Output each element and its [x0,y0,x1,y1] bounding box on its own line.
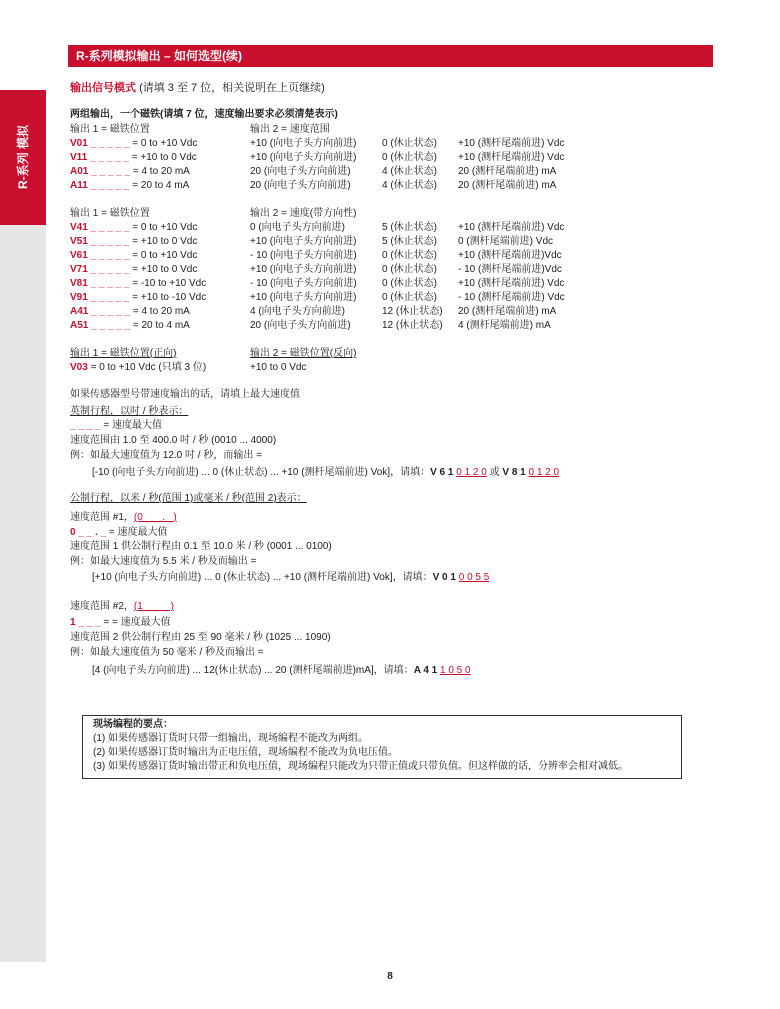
velocity-stop: 12 (休止状态) [382,320,443,331]
metric-range2-example-line: [4 (向电子头方向前进) ... 12(休止状态) ... 20 (测杆尾端前进)mA]，请填： [92,665,414,676]
imperial-code1-prefix: V 6 1 [430,467,457,478]
output-range: = +10 to -10 Vdc [132,292,207,303]
velocity-stop: 5 (休止状态) [382,236,437,247]
imperial-blanks-label: = 速度最大值 [100,420,162,431]
velocity-stop: 0 (休止状态) [382,278,437,289]
group1-header-out1: 输出 1 = 磁铁位置 [70,124,150,135]
velocity-reverse: 20 (测杆尾端前进) mA [458,180,557,191]
output-code: V01 [70,138,88,149]
metric-range2-blanks: 1 _ _ _ [70,617,101,628]
velocity-stop: 0 (休止状态) [382,152,437,163]
velocity-forward: 20 (向电子头方向前进) [250,180,351,191]
output-code-blanks: _ _ _ _ _ [88,306,131,317]
output-range: = +10 to 0 Vdc [132,236,198,247]
output-range: = 20 to 4 mA [132,320,190,331]
imperial-or: 或 [486,467,503,478]
metric-range1-label: 速度范围 #1， [70,512,134,523]
velocity-reverse: +10 (测杆尾端前进) Vdc [458,138,565,149]
imperial-title: 英制行程，以吋 / 秒表示： [70,406,189,417]
side-tab-label: R-系列 模拟 [16,125,30,189]
output-code: V41 [70,222,88,233]
section-note: (请填 3 至 7 位，相关说明在上页继续) [139,82,325,94]
notes-item: (1) 如果传感器订货时只带一组输出，现场编程不能改为两组。 [93,733,368,744]
metric-range1-example: 例：如最大速度值为 5.5 米 / 秒及而输出 = [70,556,257,567]
output-code-blanks: _ _ _ _ _ [87,222,130,233]
velocity-reverse: 20 (测杆尾端前进) mA [458,306,557,317]
output-code-blanks: _ _ _ _ _ [87,138,130,149]
velocity-reverse: 0 (测杆尾端前进) Vdc [458,236,554,247]
output-range: = 4 to 20 mA [132,306,190,317]
imperial-example-line: [-10 (向电子头方向前进) ... 0 (休止状态) ... +10 (测杆尾端前进) Vok]，请填： [92,467,431,478]
output-range: = 20 to 4 mA [132,180,190,191]
metric-range1-line [70,511,177,525]
velocity-forward: - 10 (向电子头方向前进) [250,250,357,261]
output-range: = 0 to +10 Vdc [132,222,198,233]
imperial-blanks-line [70,419,162,433]
output-code: A41 [70,306,89,317]
field-programming-notes [82,715,682,779]
velocity-reverse: +10 (测杆尾端前进)Vdc [458,250,562,261]
output-range: = 0 to +10 Vdc [132,138,198,149]
notes-title: 现场编程的要点： [93,719,173,730]
velocity-forward: 20 (向电子头方向前进) [250,320,351,331]
output-range: = -10 to +10 Vdc [132,278,207,289]
output-code: V61 [70,250,88,261]
output-code: V51 [70,236,88,247]
metric-range1-text: 速度范围 1 供公制行程由 0.1 至 10.0 米 / 秒 (0001 ... 0100) [70,541,332,552]
output-code-blanks: _ _ _ _ _ [87,250,130,261]
page-header-title: R-系列模拟输出 – 如何选型(续) [68,45,713,67]
metric-range1-example-line-wrap [92,571,489,585]
velocity-stop: 4 (休止状态) [382,166,437,177]
velocity-stop: 0 (休止状态) [382,250,437,261]
metric-range2-blanks-label: = = 速度最大值 [100,617,171,628]
output-code: V81 [70,278,88,289]
group3-code: V03 [70,362,88,373]
velocity-reverse: +10 (测杆尾端前进) Vdc [458,278,565,289]
velocity-forward: +10 (向电子头方向前进) [250,264,357,275]
velocity-reverse: 4 (测杆尾端前进) mA [458,320,551,331]
group2-header-out2: 输出 2 = 速度(带方向性) [250,208,357,219]
imperial-code1-digits: 0 1 2 0 [456,467,487,478]
velocity-forward: +10 (向电子头方向前进) [250,152,357,163]
output-code-blanks: _ _ _ _ _ [87,152,129,163]
metric-range1-code-prefix: V 0 1 [432,572,459,583]
velocity-forward: - 10 (向电子头方向前进) [250,278,357,289]
section-title [70,81,325,95]
imperial-example: 例：如最大速度值为 12.0 吋 / 秒，而输出 = [70,450,262,461]
group1-header-out2: 输出 2 = 速度范围 [250,124,330,135]
section-title-text: 输出信号模式 [70,82,136,94]
imperial-blanks: _ _ _ _ [70,420,101,431]
metric-range2-example: 例：如最大速度值为 50 毫米 / 秒及而输出 = [70,647,264,658]
metric-range2-example-line-wrap [92,664,471,678]
velocity-forward: 20 (向电子头方向前进) [250,166,351,177]
notes-item: (3) 如果传感器订货时输出带正和负电压值，现场编程只能改为只带正值或只带负值。但这样做的话，分辨率会相对减低。 [93,761,628,772]
output-code-blanks: _ _ _ _ _ [88,320,131,331]
metric-range2-label: 速度范围 #2， [70,601,134,612]
imperial-code2-prefix: V 8 1 [502,467,529,478]
output-code: A01 [70,166,89,177]
metric-title: 公制行程，以米 / 秒(范围 1)或毫米 / 秒(范围 2)表示： [70,493,307,504]
two-groups-title: 两组输出，一个磁铁(请填 7 位，速度输出要求必须清楚表示) [70,109,338,120]
output-code: A51 [70,320,89,331]
output-code-blanks: _ _ _ _ _ [87,278,130,289]
output-range: = +10 to 0 Vdc [132,264,198,275]
velocity-intro: 如果传感器型号带速度输出的话，请填上最大速度值 [70,389,300,400]
metric-range2-code-digits: 1 0 5 0 [440,665,471,676]
output-code: A11 [70,180,88,191]
imperial-example-line-wrap [92,466,559,480]
velocity-reverse: +10 (测杆尾端前进) Vdc [458,222,565,233]
velocity-forward: +10 (向电子头方向前进) [250,292,357,303]
metric-range1-example-line: [+10 (向电子头方向前进) ... 0 (休止状态) ... +10 (测杆尾端前进) Vok]，请填： [92,572,433,583]
group3-range: = 0 to +10 Vdc (只填 3 位) [87,362,207,373]
velocity-stop: 0 (休止状态) [382,138,437,149]
output-code: V11 [70,152,88,163]
output-code-blanks: _ _ _ _ _ [88,166,131,177]
metric-range1-code-digits: 0 0 5 5 [458,572,490,583]
metric-range2-text: 速度范围 2 供公制行程由 25 至 90 毫米 / 秒 (1025 ... 1090) [70,632,331,643]
group3-header-out2: 输出 2 = 磁铁位置(反向) [250,348,357,359]
velocity-forward: +10 (向电子头方向前进) [250,236,357,247]
output-range: = 4 to 20 mA [132,166,190,177]
notes-item: (2) 如果传感器订货时输出为正电压值，现场编程不能改为负电压值。 [93,747,398,758]
output-range: = +10 to 0 Vdc [131,152,197,163]
velocity-reverse: - 10 (测杆尾端前进) Vdc [458,292,565,303]
velocity-stop: 4 (休止状态) [382,180,437,191]
metric-range1-blanks-label: = 速度最大值 [106,527,168,538]
metric-range1-code: (0 _ _ . _) [133,512,177,523]
velocity-stop: 0 (休止状态) [382,292,437,303]
group2-header-out1: 输出 1 = 磁铁位置 [70,208,150,219]
velocity-reverse: - 10 (测杆尾端前进)Vdc [458,264,562,275]
metric-range1-blanks-line [70,526,168,540]
output-code-blanks: _ _ _ _ _ [87,180,130,191]
metric-range1-blanks: 0 _ _ . _ [70,527,107,538]
metric-range2-line [70,600,174,614]
output-code: V71 [70,264,88,275]
velocity-forward: 4 (向电子头方向前进) [250,306,345,317]
velocity-forward: 0 (向电子头方向前进) [250,222,345,233]
velocity-reverse: 20 (测杆尾端前进) mA [458,166,557,177]
output-code: V91 [70,292,88,303]
velocity-stop: 0 (休止状态) [382,264,437,275]
velocity-reverse: +10 (测杆尾端前进) Vdc [458,152,565,163]
output-range: = 0 to +10 Vdc [132,250,198,261]
velocity-stop: 5 (休止状态) [382,222,437,233]
metric-range2-blanks-line [70,616,171,630]
velocity-forward: +10 (向电子头方向前进) [250,138,357,149]
imperial-range-text: 速度范围由 1.0 至 400.0 吋 / 秒 (0010 ... 4000) [70,435,277,446]
output-code-blanks: _ _ _ _ _ [87,292,130,303]
output-code-blanks: _ _ _ _ _ [87,264,130,275]
group3-header-out1: 输出 1 = 磁铁位置(正向) [70,348,177,359]
output-code-blanks: _ _ _ _ _ [87,236,130,247]
metric-range2-code: (1 _ _ _ ) [133,601,174,612]
imperial-code2-digits: 0 1 2 0 [528,467,560,478]
metric-range2-code-prefix: A 4 1 [413,665,440,676]
group3-out2: +10 to 0 Vdc [250,362,307,373]
page-number: 8 [387,971,393,982]
velocity-stop: 12 (休止状态) [382,306,443,317]
